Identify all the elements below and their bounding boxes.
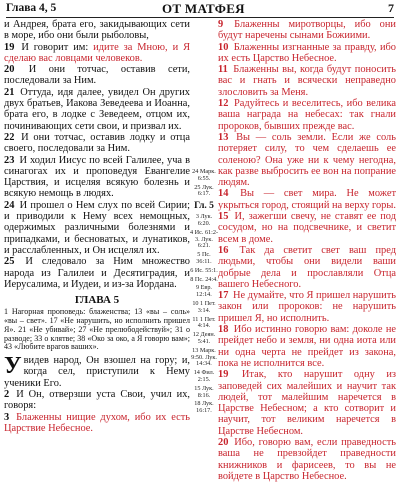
verse (218, 188, 396, 211)
verse: Увидев народ, Он взошел на гору; и, когда сел, приступили к Нему ученики Его. (4, 353, 190, 389)
verse (218, 437, 396, 482)
page-number: 7 (388, 1, 394, 15)
verse-number: 23 (4, 154, 15, 166)
verse-number: 22 (4, 131, 15, 143)
book-title: ОТ МАТФЕЯ (162, 1, 245, 16)
verse-number: 16 (218, 244, 229, 256)
verse-number: 24 (4, 199, 15, 211)
cross-ref: 10 1 Пет. 3:14. (192, 299, 216, 314)
words-of-christ: Блаженны нищие духом, ибо их есть Царствие Небесное. (4, 411, 190, 434)
verse-number: 20 (218, 436, 229, 448)
verse: 22 И они тотчас, оставив лодку и отца своего, последовали за Ним. (4, 131, 190, 155)
verse-number: 11 (218, 64, 228, 76)
verse-number: 21 (4, 86, 15, 98)
verse (218, 211, 396, 245)
verse-number: 12 (218, 98, 229, 110)
cross-ref: 9 Евр. 12:14. (196, 284, 212, 299)
verse-number: 19 (218, 369, 229, 381)
words-of-christ: Вы — соль земли. Если же соль потеряет силу, то чем сделаешь ее соленою? Она уже ни к чему негодна, как разве выбросить ее вон на попрание людям. (218, 131, 396, 189)
verse: 19 И говорит им: идите за Мною, и Я сделаю вас ловцами человеков. (4, 41, 190, 64)
cross-ref: 3 Лук. 6:20. (195, 213, 213, 227)
verse (218, 324, 396, 369)
words-of-christ: Блаженны изгнанные за правду, ибо их есть Царство Небесное. (218, 41, 396, 64)
cross-ref: 12 Деян. 5:41. (192, 331, 216, 345)
words-of-christ: Вы — свет мира. Не может укрыться город, стоящий на верху горы. (218, 188, 396, 211)
cross-ref: 5 Пс. 36:11. (196, 251, 212, 265)
words-of-christ: Ибо истинно говорю вам: доколе не прейдет небо и земля, ни одна иота или ни одна черта не прейдет из закона, пока не исполнится все. (218, 324, 396, 369)
header-rule (6, 17, 394, 18)
cross-ref: 4 Ис. 61:2-3. Лук. 6:21. (190, 228, 219, 250)
verse-number: 9 (218, 19, 224, 30)
verse (218, 19, 396, 42)
cross-ref: 6 Ис. 55:1. (190, 266, 218, 274)
words-of-christ: Не думайте, что Я пришел нарушить закон или пророков: не нарушить пришел Я, но исполнить. (218, 290, 397, 324)
cross-ref: 14 Фил. 2:15. (193, 369, 215, 383)
verse (218, 369, 396, 437)
verse: 21 Оттуда, идя далее, увидел Он других двух братьев, Иакова Зеведеева и Иоанна, брата его, в лодке с Зеведеем, отцом их, починивающих сети свои, и призвал их. (4, 86, 190, 132)
page-header (0, 0, 400, 18)
verse (218, 245, 396, 290)
chapter-marker: Гл. 5 (194, 201, 214, 212)
verse-number: 2 (4, 389, 10, 400)
verse-number: 25 (4, 256, 15, 268)
words-of-christ: Так да светит свет ваш пред людьми, чтобы они видели ваши добрые дела и прославляли Отца вашего Небесного. (218, 244, 396, 290)
verse-number: 19 (4, 41, 15, 53)
chapter-summary: 1 Нагорная проповедь: блаженства; 13 «вы – соль» «вы – свет». 17 «Не нарушить, но исполнить пришел Я». 21 «Не убивай»; 27 «Не прелюбодействуй»; 31 о разводе; 33 о клятве; 38 «Око за око, а Я говорю вам»; 43 «Любите врагов ваших». (4, 307, 190, 352)
verse: 23 И ходил Иисус по всей Галилее, уча в синагогах их и проповедуя Евангелие Царствия, и исцеляя всякую болезнь и всякую немощь в людях. (4, 154, 190, 200)
verse: 2 И Он, отверзши уста Свои, учил их, говоря: (4, 389, 190, 412)
verse-number: 17 (218, 290, 229, 302)
cross-ref: 24 Марк. 6:55. (192, 168, 216, 182)
cross-ref: 15 Лук. 8:16. (194, 384, 214, 399)
right-column (218, 19, 397, 482)
verse (4, 412, 190, 435)
cross-ref: 11 1 Пет. 4:14. (192, 315, 216, 330)
cross-ref: 18 Лук. 16:17. (194, 400, 214, 415)
words-of-christ: идите за Мною, и Я сделаю вас ловцами человеков. (4, 41, 190, 64)
verse: 20 И они тотчас, оставив сети, последовали за Ним. (4, 64, 191, 87)
left-column (4, 19, 190, 436)
words-of-christ: Итак, кто нарушит одну из заповедей сих малейших и научит так людей, тот малейшим наречется в Царстве Небесном; а кто сотворит и научит, тот великим наречется в Царстве Небесном. (218, 369, 396, 437)
verse-number: 10 (218, 41, 229, 53)
verse (218, 64, 396, 98)
verse-number: 13 (218, 131, 229, 143)
verse: и Андрея, брата его, закидывающих сети в море, ибо они были рыболовы, (4, 19, 190, 42)
verse-number: 3 (4, 411, 10, 423)
words-of-christ: Блаженны вы, когда будут поносить вас и гнать и всячески неправедно злословить за Меня. (218, 64, 396, 98)
verse-number: 18 (218, 324, 229, 336)
verse-number: 14 (218, 188, 229, 200)
verse-number: 15 (218, 211, 229, 223)
verse: 25 И следовало за Ним множество народа из Галилеи и Десятиградия, и Иерусалима, и Иудеи, и из-за Иордана. (4, 256, 190, 290)
chapter-label: Глава 4, 5 (6, 2, 57, 14)
cross-ref: 8 Пс. 24:4. (190, 275, 218, 283)
verse (218, 290, 396, 324)
cross-ref: 13 Марк. 9:50. Лук. 14:34. (191, 346, 217, 368)
verse: 24 И прошел о Нем слух по всей Сирии; и приводили к Нему всех немощных, одержимых различными болезнями и припадками, и бесноватых, и лунатиков, и расслабленных, и Он исцелял их. (4, 199, 190, 256)
words-of-christ: И, зажегши свечу, не ставят ее под сосудом, но на подсвечнике, и светит всем в доме. (218, 211, 396, 245)
words-of-christ: Радуйтесь и веселитесь, ибо велика ваша награда на небесах: так гнали пророков, бывших прежде вас. (218, 98, 396, 132)
drop-cap: У (4, 353, 22, 380)
cross-references (190, 19, 218, 436)
words-of-christ: Ибо, говорю вам, если праведность ваша не превзойдет праведности книжников и фарисеев, то вы не войдете в Царство Небесное. (218, 436, 396, 482)
verse (218, 42, 396, 65)
verse (218, 132, 396, 188)
chapter-heading: ГЛАВА 5 (74, 294, 120, 307)
verse (218, 98, 396, 132)
words-of-christ: Блаженны миротворцы, ибо они будут наречены сынами Божиими. (218, 19, 396, 42)
cross-ref: 25 Лук. 6:17. (194, 183, 214, 198)
verse-number: 20 (4, 64, 15, 76)
